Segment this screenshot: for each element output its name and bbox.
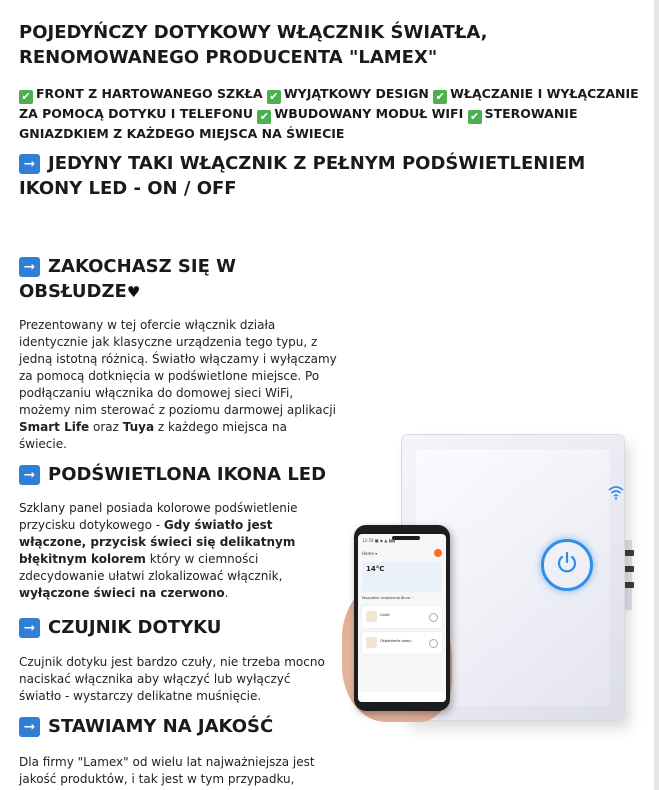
device-power-icon: [429, 613, 438, 622]
page-right-edge: [654, 0, 659, 790]
device-icon: [366, 611, 377, 622]
arrow-right-icon: ➞: [19, 717, 40, 737]
text-run: .: [224, 586, 229, 600]
page-title: POJEDYŃCZY DOTYKOWY WŁĄCZNIK ŚWIATŁA, RENOMOWANEGO PRODUCENTA "LAMEX": [19, 22, 488, 68]
device-label: Gniść: [380, 613, 390, 617]
section-heading-led: [19, 462, 339, 487]
feature-item: WŁĄCZANIE I WYŁĄCZANIE ZA POMOCĄ DOTYKU I TELEFONU: [19, 86, 639, 121]
phone-device-card: [362, 632, 442, 654]
add-device-icon: [434, 549, 442, 557]
check-icon: ✔: [257, 110, 271, 124]
arrow-right-icon: ➞: [19, 257, 40, 277]
phone-notch: [392, 536, 420, 540]
phone-bottom-nav: [358, 692, 446, 702]
quality-paragraph: Dla firmy "Lamex" od wielu lat najważniejsza jest jakość produktów, i tak jest w tym przypadku,: [19, 755, 315, 786]
section-heading-text: PODŚWIETLONA IKONA LED: [48, 464, 327, 485]
product-image: [342, 432, 642, 722]
text-run: Prezentowany w tej ofercie włącznik działa identycznie jak klasyczne urządzenia tego typu, z jedną istotną różnicą. Światło włączamy i wyłączamy za pomocą dotknięcia w podświetlone miejsce. Po podłączaniu włącznika do domowej sieci WiFi, możemy nim sterować z poziomu darmowej aplikacji: [19, 318, 337, 417]
switch-terminal: [624, 566, 634, 572]
section-heading-text: JEDYNY TAKI WŁĄCZNIK Z PEŁNYM PODŚWIETLENIEM IKONY LED - ON / OFF: [19, 153, 586, 199]
device-icon: [366, 637, 377, 648]
arrow-right-icon: ➞: [19, 465, 40, 485]
sensor-paragraph: Czujnik dotyku jest bardzo czuły, nie trzeba mocno naciskać włącznika aby włączyć lub wyłączyć światło - wystarczy delikatne muśnięcie.: [19, 655, 325, 703]
app-name-smart-life: Smart Life: [19, 420, 90, 434]
feature-item: WYJĄTKOWY DESIGN: [283, 86, 429, 101]
check-icon: ✔: [433, 90, 447, 104]
text-run: z każdego miejsca na świecie.: [19, 420, 287, 451]
section-heading-text: CZUJNIK DOTYKU: [48, 617, 222, 638]
section-heading-quality: [19, 714, 339, 739]
wifi-icon: [607, 483, 625, 501]
phone-tabs: Wszystkie urządzenia Biuro ···: [362, 596, 415, 600]
switch-terminal: [624, 582, 634, 588]
section-heading-text: STAWIAMY NA JAKOŚĆ: [48, 716, 274, 737]
text-bold: wyłączone świeci na czerwono: [19, 586, 225, 600]
section-heading-unique: [19, 151, 639, 201]
device-power-icon: [429, 639, 438, 648]
phone-home-selector: Home ▾: [362, 551, 378, 556]
check-icon: ✔: [468, 110, 482, 124]
section-heading-service: [19, 254, 279, 305]
check-icon: ✔: [19, 90, 33, 104]
feature-item: STEROWANIE GNIAZDKIEM Z KAŻDEGO MIEJSCA NA ŚWIECIE: [19, 106, 578, 141]
led-paragraph: [19, 500, 335, 602]
phone-temperature: 14°C: [366, 565, 385, 573]
text-run: oraz: [89, 420, 123, 434]
section-heading-text: ZAKOCHASZ SIĘ W OBSŁUDZE: [19, 256, 236, 302]
heart-icon: ♥: [126, 283, 141, 301]
feature-item: FRONT Z HARTOWANEGO SZKŁA: [36, 86, 263, 101]
app-name-tuya: Tuya: [122, 420, 155, 434]
text-bold: Gdy światło jest włączone, przycisk świeci się delikatnym błękitnym kolorem: [19, 518, 296, 566]
service-paragraph: [19, 317, 337, 453]
phone-screen: [358, 534, 446, 702]
phone-weather-sub: —: [366, 576, 369, 580]
section-heading-sensor: [19, 615, 339, 640]
check-icon: ✔: [267, 90, 281, 104]
smartphone: [354, 525, 450, 711]
feature-item: WBUDOWANY MODUŁ WIFI: [274, 106, 464, 121]
arrow-right-icon: ➞: [19, 618, 40, 638]
phone-weather-card: [362, 562, 442, 592]
text-run: który w ciemności zdecydowanie ułatwi zlokalizować włącznik,: [19, 552, 283, 583]
device-label: Oświetlenie domu: [380, 639, 412, 643]
power-button-led: [541, 539, 593, 591]
power-icon: [554, 550, 580, 576]
phone-device-card: [362, 606, 442, 628]
phone-status-bar: 12:59 ■ ◆ ▲ ▮▮▮: [362, 538, 396, 543]
arrow-right-icon: ➞: [19, 154, 40, 174]
text-run: Szklany panel posiada kolorowe podświetlenie przycisku dotykowego -: [19, 501, 298, 532]
feature-list: [19, 84, 639, 143]
switch-terminal: [624, 550, 634, 556]
